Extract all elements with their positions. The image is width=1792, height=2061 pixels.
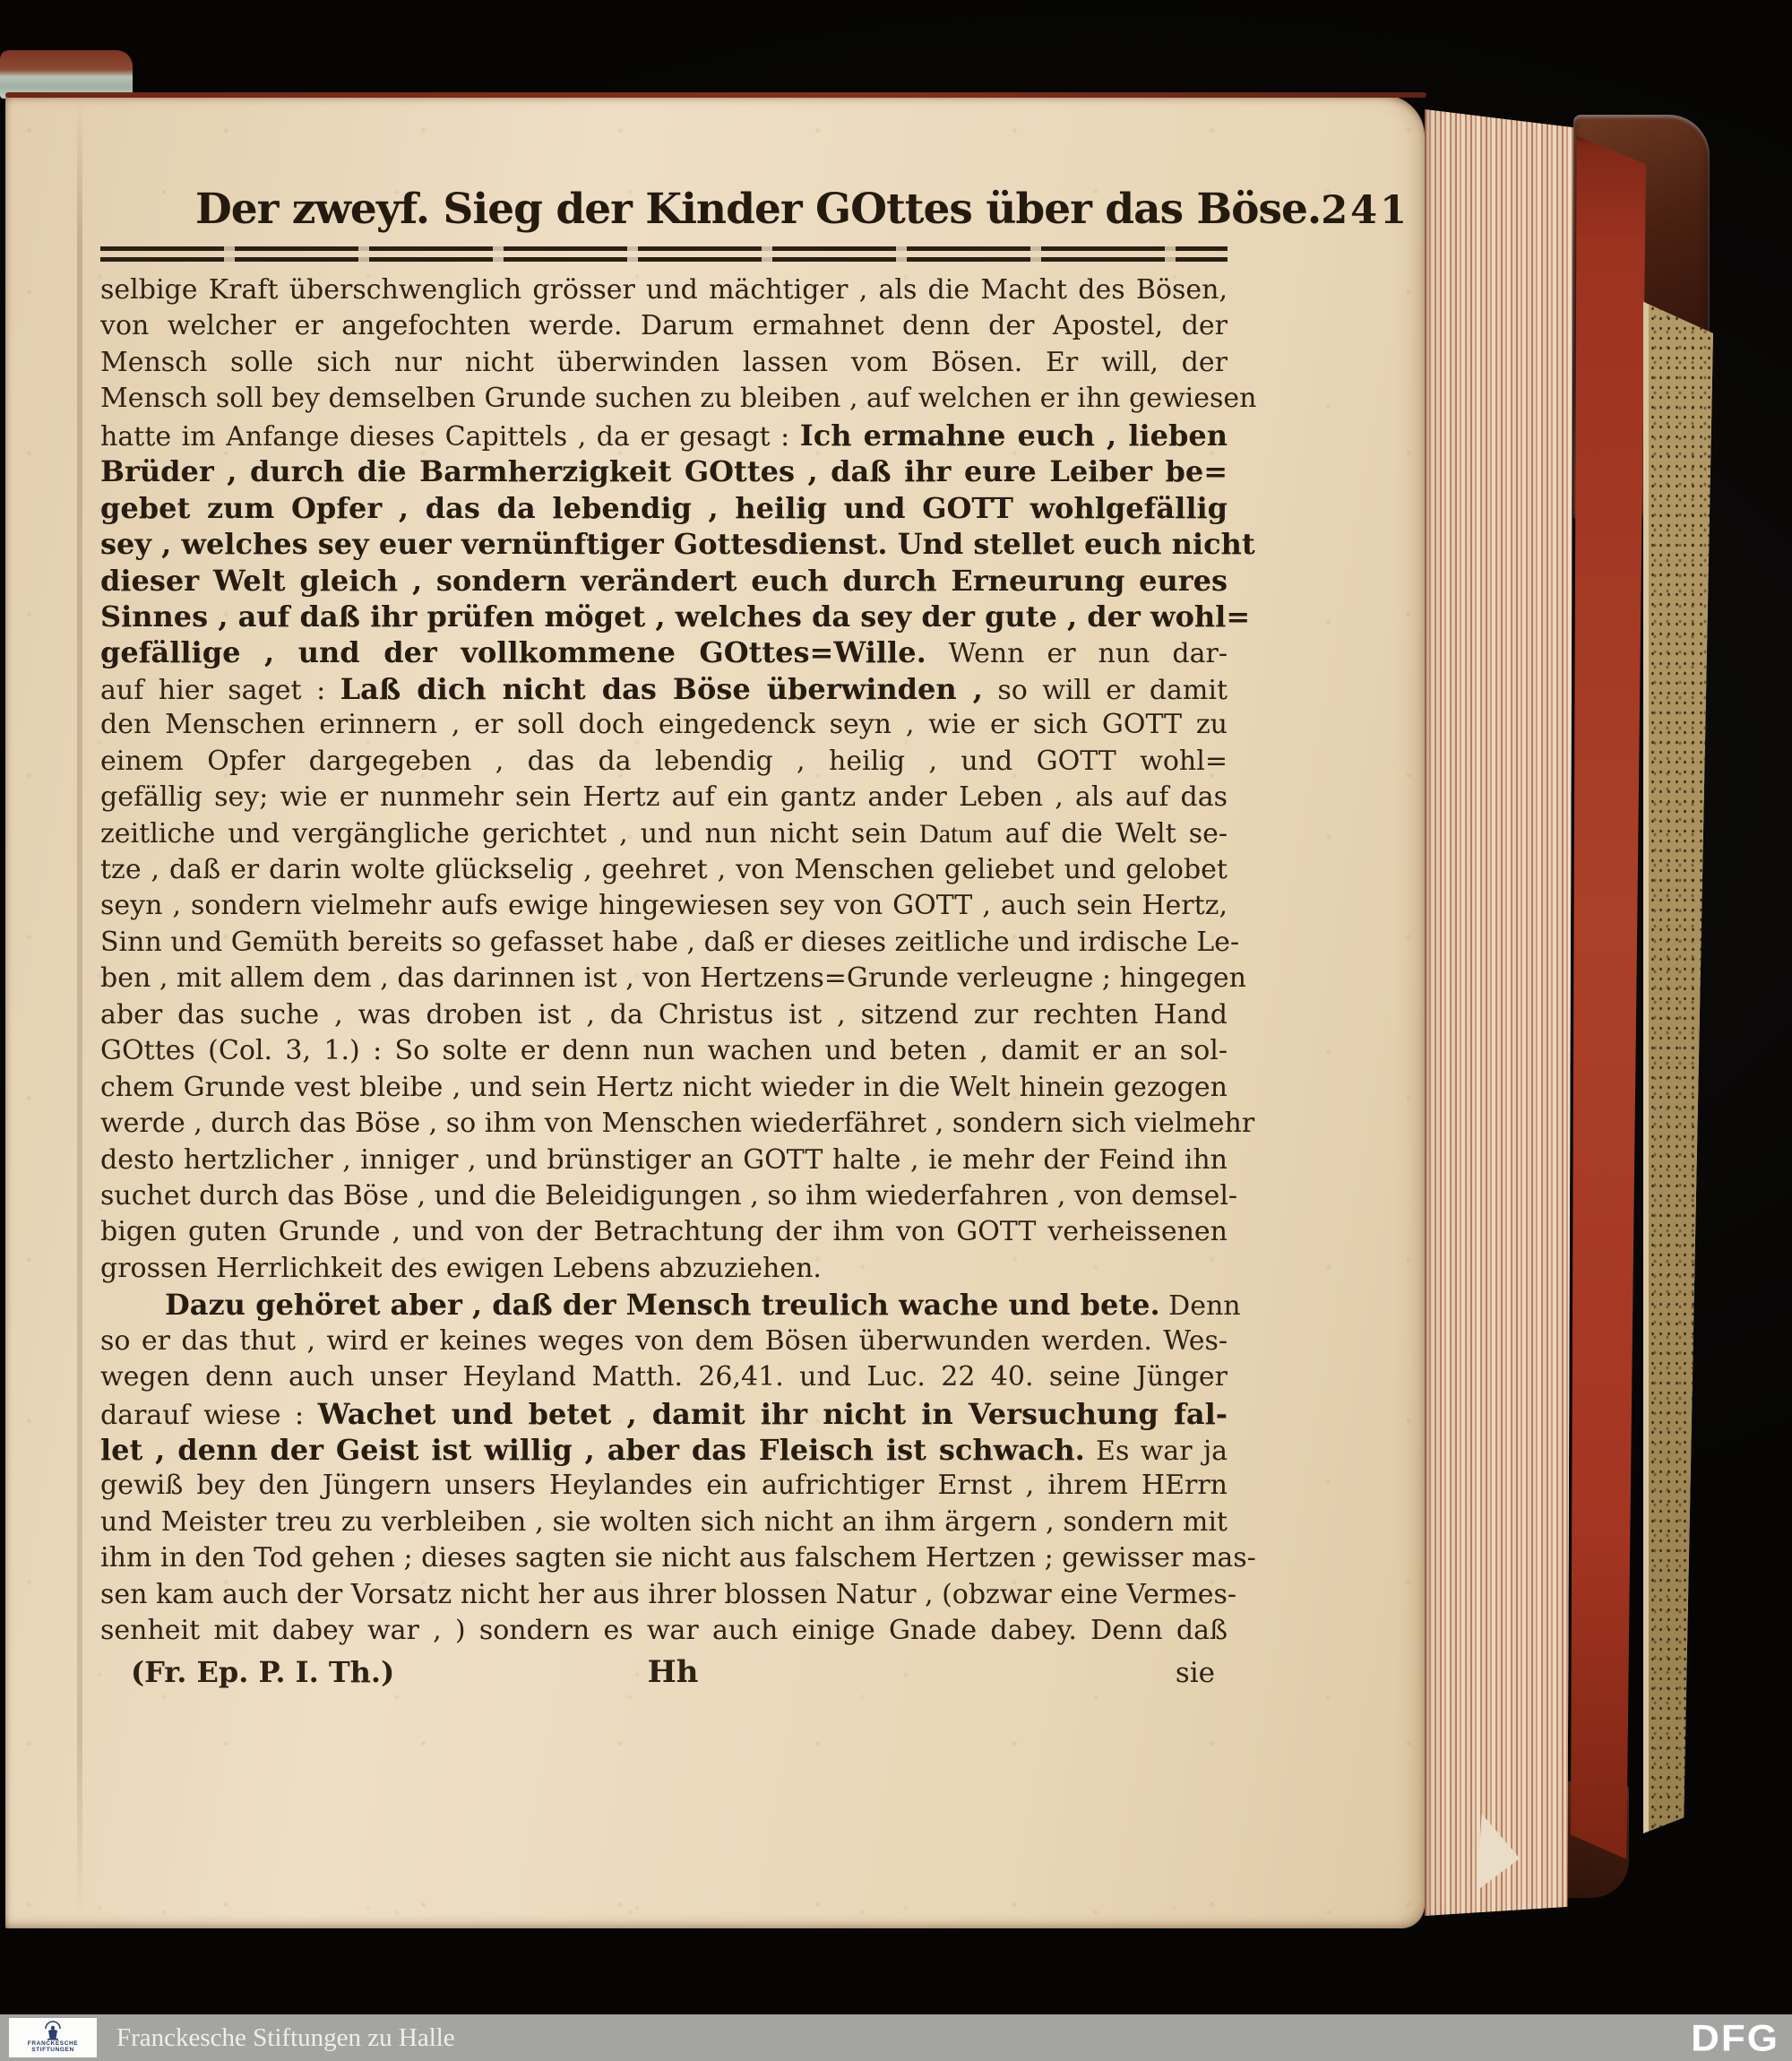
text-line: und Meister treu zu verbleiben , sie wolten sich nicht an ihm ärgern , sondern mit — [100, 1505, 1228, 1538]
running-head — [100, 185, 1409, 234]
text-line: Sinnes , auf daß ihr prüfen möget , welches da sey der gute , der wohl= — [100, 599, 1251, 634]
catchword: sie — [1175, 1656, 1215, 1689]
text-line: gefällig sey; wie er nunmehr sein Hertz auf ein gantz ander Leben , als auf das — [100, 781, 1228, 814]
sheet-signature: Hh — [647, 1653, 699, 1690]
page-footer-row — [100, 1654, 1228, 1690]
text-line: gewiß bey den Jüngern unsers Heylandes ein aufrichtiger Ernst , ihrem HErrn — [100, 1470, 1228, 1502]
text-line: aber das suche , was droben ist , da Christus ist , sitzend zur rechten Hand — [100, 998, 1228, 1030]
header-rule-bottom — [100, 257, 1228, 262]
text-line: von welcher er angefochten werde. Darum ermahnet denn der Apostel, der — [100, 310, 1228, 342]
institution-label: Franckesche Stiftungen zu Halle — [116, 2023, 455, 2052]
text-line: gebet zum Opfer , das da lebendig , heilig und GOTT wohlgefällig — [100, 490, 1228, 525]
text-line: auf hier saget : Laß dich nicht das Böse überwinden , so will er damit — [100, 671, 1228, 706]
text-line: wegen denn auch unser Heyland Matth. 26,41. und Luc. 22 40. seine Jünger — [100, 1361, 1228, 1393]
text-line: selbige Kraft überschwenglich grösser und mächtiger , als die Macht des Bösen, — [100, 274, 1228, 306]
text-line: Brüder , durch die Barmherzigkeit GOttes , daß ihr eure Leiber be= — [100, 454, 1228, 489]
page-text-block — [100, 185, 1409, 1690]
text-line: gefällige , und der vollkommene GOttes=Wille. Wenn er nun dar- — [100, 635, 1228, 670]
text-line: Mensch solle sich nur nicht überwinden lassen vom Bösen. Er will, der — [100, 346, 1228, 378]
body-lines — [100, 272, 1257, 1650]
running-title: Der zweyf. Sieg der Kinder GOttes über das Böse. — [195, 185, 1322, 234]
logo-text-line2: STIFTUNGEN — [31, 2047, 74, 2053]
viewer-bar — [0, 2014, 1792, 2061]
logo-text-line1: FRANCKESCHE — [27, 2040, 79, 2047]
dfg-logo: DFG — [1691, 2017, 1779, 2059]
text-line: let , denn der Geist ist willig , aber das Fleisch ist schwach. Es war ja — [100, 1433, 1228, 1467]
text-line: sen kam auch der Vorsatz nicht her aus ihrer blossen Natur , (obzwar eine Vermes- — [100, 1578, 1236, 1610]
text-line: zeitliche und vergängliche gerichtet , und nun nicht sein Datum auf die Welt se- — [100, 817, 1228, 849]
text-line: einem Opfer dargegeben , das da lebendig , heilig , und GOTT wohl= — [100, 745, 1228, 777]
fore-edge-red — [1571, 136, 1646, 1876]
text-line: grossen Herrlichkeit des ewigen Lebens abzuziehen. — [100, 1252, 822, 1284]
text-line: chem Grunde vest bleibe , und sein Hertz nicht wieder in die Welt hinein gezogen — [100, 1071, 1228, 1103]
francke-emblem-icon — [43, 2021, 63, 2040]
text-line: werde , durch das Böse , so ihm von Menschen wiederfähret , sondern sich vielmehr — [100, 1108, 1255, 1140]
page-number: 241 — [1321, 188, 1409, 233]
page-top-edge-line — [5, 92, 1426, 98]
header-rule-top — [100, 246, 1228, 251]
franckesche-logo-text — [28, 2040, 78, 2053]
text-line: Mensch soll bey demselben Grunde suchen zu bleiben , auf welchen er ihn gewiesen — [100, 383, 1257, 415]
text-line: sey , welches sey euer vernünftiger Gottesdienst. Und stellet euch nicht — [100, 527, 1255, 562]
text-line: tze , daß er darin wolte glückselig , geehret , von Menschen geliebet und gelobet — [100, 854, 1228, 885]
text-line: seyn , sondern vielmehr aufs ewige hingewiesen sey von GOTT , auch sein Hertz, — [100, 890, 1228, 922]
text-line: bigen guten Grunde , und von der Betrachtung der ihm von GOTT verheissenen — [100, 1216, 1228, 1248]
text-line: senheit mit dabey war , ) sondern es war auch einige Gnade dabey. Denn daß — [100, 1615, 1228, 1647]
franckesche-logo — [9, 2018, 97, 2057]
text-line: Sinn und Gemüth bereits so gefasset habe , daß er dieses zeitliche und irdische Le- — [100, 926, 1240, 958]
text-line: GOttes (Col. 3, 1.) : So solte er denn nun wachen und beten , damit er an sol- — [100, 1035, 1228, 1067]
text-line: so er das thut , wird er keines weges von dem Bösen überwunden werden. Wes- — [100, 1324, 1228, 1357]
cover-board-speckled — [1643, 294, 1713, 1873]
book-headband — [0, 50, 133, 99]
text-line: Dazu gehöret aber , daß der Mensch treulich wache und bete. Denn — [165, 1288, 1241, 1323]
page-crease-line — [77, 100, 82, 1919]
text-line: ben , mit allem dem , das darinnen ist , von Hertzens=Grunde verleugne ; hingegen — [100, 962, 1246, 995]
text-line: hatte im Anfange dieses Capittels , da er gesagt : Ich ermahne euch , lieben — [100, 418, 1228, 453]
text-line: ihm in den Tod gehen ; dieses sagten sie nicht aus falschem Hertzen ; gewisser mas- — [100, 1542, 1256, 1574]
signature-note: (Fr. Ep. P. I. Th.) — [131, 1654, 395, 1689]
book-page — [5, 95, 1425, 1928]
page-edges-stack — [1425, 106, 1573, 1918]
text-line: dieser Welt gleich , sondern verändert euch durch Erneurung eures — [100, 563, 1228, 598]
text-line: den Menschen erinnern , er soll doch eingedenck seyn , wie er sich GOTT zu — [100, 709, 1228, 741]
text-line: darauf wiese : Wachet und betet , damit ihr nicht in Versuchung fal- — [100, 1396, 1228, 1431]
text-line: suchet durch das Böse , und die Beleidigungen , so ihm wiederfahren , von demsel- — [100, 1179, 1238, 1212]
text-line: desto hertzlicher , inniger , und brünstiger an GOTT halte , ie mehr der Feind ihn — [100, 1143, 1228, 1176]
